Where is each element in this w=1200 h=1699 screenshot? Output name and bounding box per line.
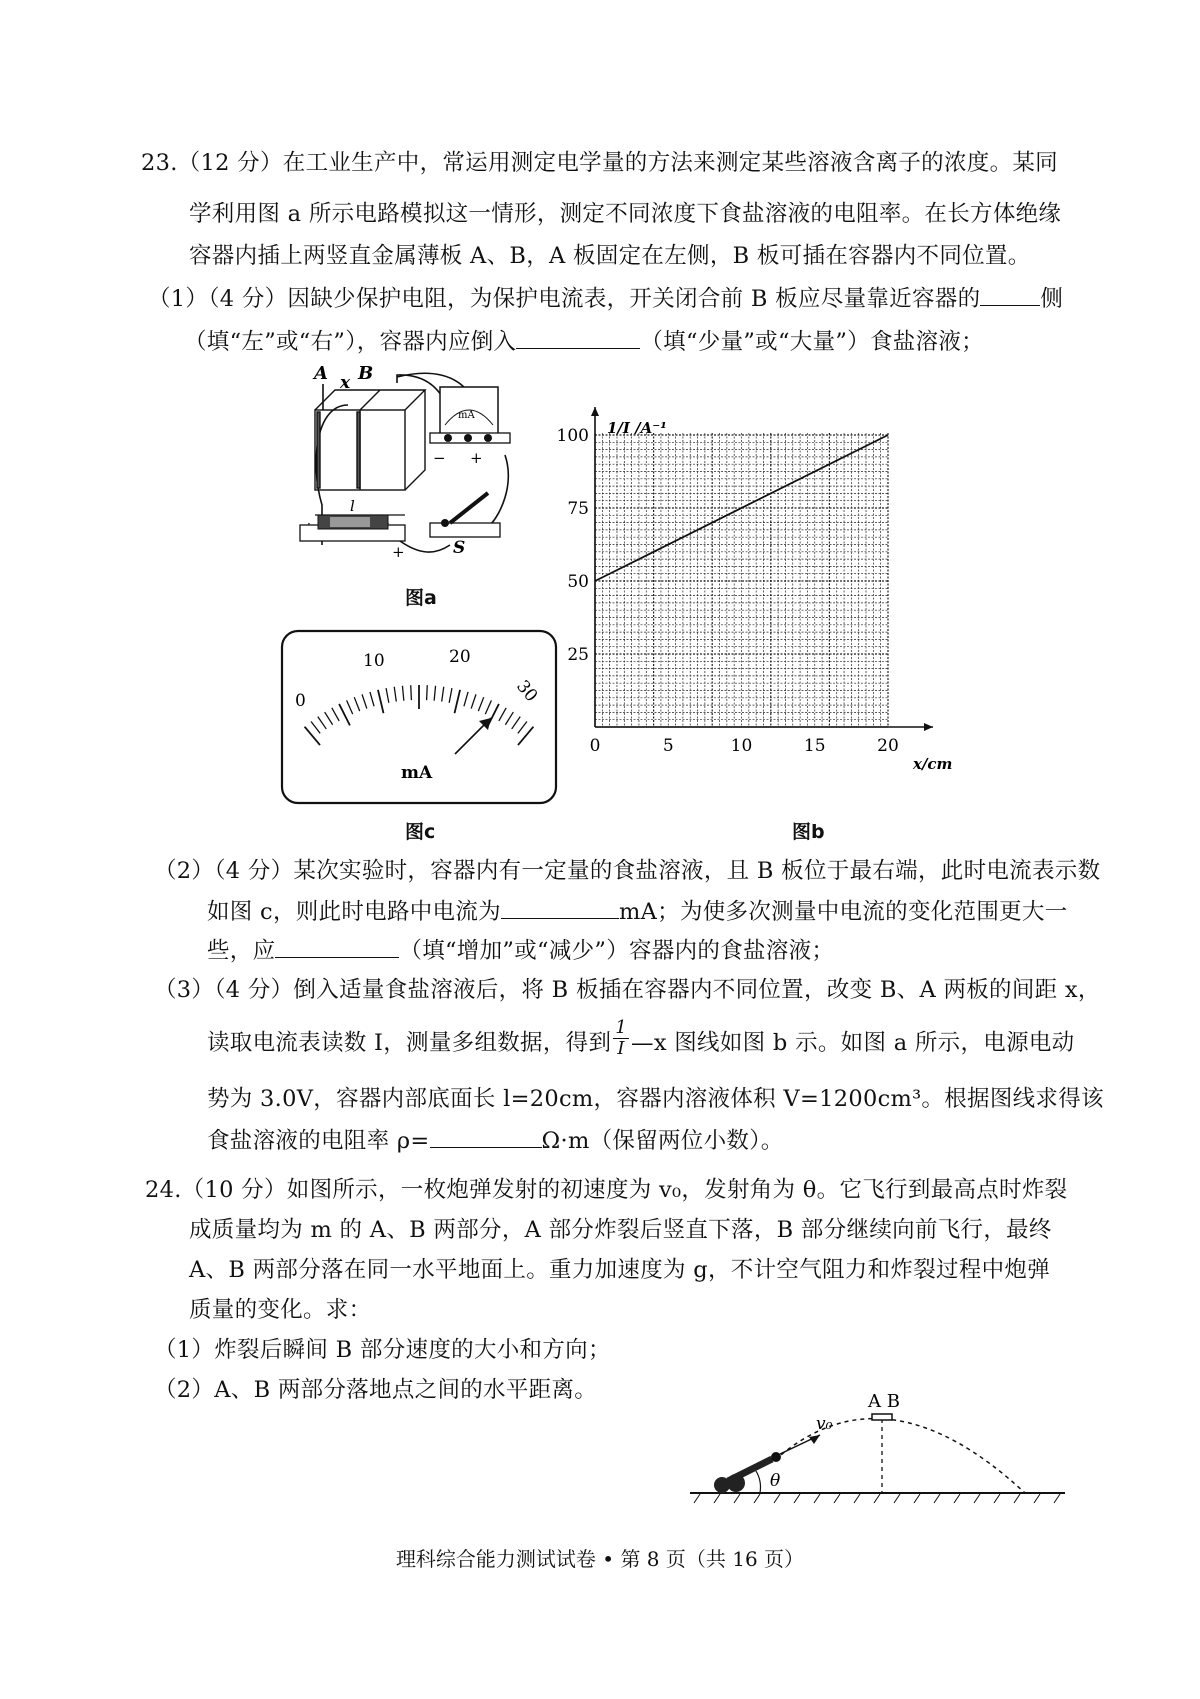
y-tick-label: 75 bbox=[567, 499, 589, 519]
battery-plus-label: + bbox=[392, 543, 405, 561]
battery bbox=[300, 515, 405, 541]
figure-c-caption: 图c bbox=[405, 821, 436, 843]
y-tick-label: 100 bbox=[556, 426, 589, 446]
q24-intro-line-1: 24.（10 分）如图所示，一枚炮弹发射的初速度为 v₀，发射角为 θ。它飞行到最高点时炸裂 bbox=[145, 1177, 1068, 1203]
fraction-1-over-i bbox=[613, 1018, 629, 1059]
answer-blank-adjust[interactable] bbox=[275, 935, 399, 958]
figure-a-caption: 图a bbox=[405, 587, 437, 609]
q23-part3-text-b1: 读取电流表读数 I，测量多组数据，得到 bbox=[207, 1030, 612, 1056]
figure-a-circuit bbox=[300, 365, 550, 595]
q23-part2-line-3 bbox=[207, 935, 834, 966]
answer-blank-amount[interactable] bbox=[516, 326, 640, 349]
q23-part2-line-2 bbox=[207, 896, 1068, 927]
q23-part3-text-d1: 食盐溶液的电阻率 ρ= bbox=[207, 1128, 430, 1154]
container-box bbox=[315, 390, 425, 490]
projectile-figure bbox=[680, 1393, 1080, 1513]
theta-label: θ bbox=[770, 1471, 781, 1491]
plate-b-label: B bbox=[358, 363, 374, 384]
dial-unit: mA bbox=[401, 763, 433, 783]
q23-intro-line-2: 学利用图 a 所示电路模拟这一情形，测定不同浓度下食盐溶液的电阻率。在长方体绝缘 bbox=[189, 201, 1062, 227]
ab-label: A B bbox=[868, 1391, 900, 1412]
exploding-shell bbox=[872, 1414, 892, 1420]
x-tick-label: 0 bbox=[589, 736, 601, 756]
fraction-numerator: 1 bbox=[615, 1016, 628, 1038]
y-axis-label: 1/I /A⁻¹ bbox=[607, 419, 667, 437]
distance-x-label: x bbox=[340, 373, 351, 393]
ammeter-unit: mA bbox=[458, 410, 475, 421]
dial-tick-label-30: 30 bbox=[512, 676, 542, 706]
figure-b-chart bbox=[556, 395, 975, 815]
y-tick-label: 25 bbox=[567, 645, 589, 665]
q23-part2-text-c: mA；为使多次测量中电流的变化范围更大一 bbox=[618, 899, 1068, 925]
q24-part2: （2）A、B 两部分落地点之间的水平距离。 bbox=[154, 1377, 598, 1403]
y-axis-arrow bbox=[591, 407, 599, 416]
q23-part2-text-b: 如图 c，则此时电路中电流为 bbox=[207, 899, 501, 925]
q23-part1-text-b: 侧 bbox=[1040, 286, 1064, 312]
q23-part3-text-d2: Ω·m（保留两位小数）。 bbox=[541, 1128, 784, 1154]
x-axis-arrow bbox=[924, 723, 933, 731]
trajectory-curve bbox=[775, 1419, 1025, 1493]
x-tick-label: 15 bbox=[803, 736, 826, 756]
ammeter-plus-label: + bbox=[470, 449, 483, 467]
q23-part2-text-e: （填“增加”或“减少”）容器内的食盐溶液； bbox=[399, 938, 835, 964]
ammeter-minus-label: − bbox=[433, 449, 446, 467]
chart-ticks bbox=[557, 426, 899, 756]
q24-intro-line-4: 质量的变化。求： bbox=[189, 1297, 372, 1323]
ground-hatch bbox=[694, 1494, 1060, 1503]
x-tick-label: 5 bbox=[662, 736, 674, 756]
dial-tick bbox=[427, 685, 428, 700]
switch-s-label: S bbox=[453, 538, 466, 558]
q23-part3-line-4 bbox=[207, 1125, 784, 1156]
x-tick-label: 20 bbox=[877, 736, 899, 756]
q23-part2-text-d: 些，应 bbox=[207, 938, 276, 964]
dial-tick-label-0: 0 bbox=[295, 691, 306, 711]
wire-battery bbox=[400, 541, 450, 552]
dial-tick-label-20: 20 bbox=[449, 647, 471, 667]
answer-blank-side[interactable] bbox=[980, 283, 1040, 306]
q23-part3-text-b2: —x 图线如图 b 示。如图 a 所示，电源电动 bbox=[631, 1030, 1075, 1056]
q23-part1-line-2 bbox=[184, 326, 984, 357]
switch bbox=[430, 493, 500, 537]
q23-part3-line-3: 势为 3.0V，容器内部底面长 l=20cm，容器内溶液体积 V=1200cm³。根据图线求得该 bbox=[207, 1086, 1104, 1112]
q24-intro-line-3: A、B 两部分落在同一水平地面上。重力加速度为 g，不计空气阻力和炸裂过程中炮弹 bbox=[189, 1257, 1050, 1283]
length-l-label: l bbox=[350, 497, 355, 515]
q23-part1-text-d: （填“少量”或“大量”）食盐溶液； bbox=[640, 329, 984, 355]
figure-b-caption: 图b bbox=[792, 821, 825, 843]
ammeter bbox=[430, 387, 510, 443]
q23-part2-line-1: （2）（4 分）某次实验时，容器内有一定量的食盐溶液，且 B 板位于最右端，此时电流表示数 bbox=[154, 858, 1101, 884]
v0-label: v₀ bbox=[816, 1414, 833, 1434]
dial-tick-label-10: 10 bbox=[363, 651, 385, 671]
fraction-denominator: I bbox=[617, 1037, 625, 1059]
q23-intro-line-1: 23.（12 分）在工业生产中，常运用测定电学量的方法来测定某些溶液含离子的浓度。某同 bbox=[141, 150, 1058, 176]
q24-part1: （1）炸裂后瞬间 B 部分速度的大小和方向； bbox=[154, 1337, 611, 1363]
dial-tick bbox=[411, 685, 412, 700]
q23-part1-text-c: （填“左”或“右”），容器内应倒入 bbox=[184, 329, 517, 355]
plate-a-label: A bbox=[314, 363, 328, 384]
x-axis-label: x/cm bbox=[913, 755, 953, 773]
y-tick-label: 50 bbox=[567, 572, 589, 592]
answer-blank-current[interactable] bbox=[501, 896, 619, 919]
page-footer: 理科综合能力测试试卷 • 第 8 页（共 16 页） bbox=[395, 1547, 805, 1571]
q24-intro-line-2: 成质量均为 m 的 A、B 两部分，A 部分炸裂后竖直下落，B 部分继续向前飞行，最终 bbox=[189, 1217, 1052, 1243]
x-tick-label: 10 bbox=[730, 736, 753, 756]
angle-arc bbox=[756, 1471, 761, 1493]
q23-part1-text-a: （1）（4 分）因缺少保护电阻，为保护电流表，开关闭合前 B 板应尽量靠近容器的 bbox=[148, 286, 981, 312]
answer-blank-resistivity[interactable] bbox=[430, 1125, 542, 1148]
figure-c-dial bbox=[279, 628, 559, 806]
q23-intro-line-3: 容器内插上两竖直金属薄板 A、B，A 板固定在左侧，B 板可插在容器内不同位置。 bbox=[189, 243, 1031, 269]
chart-grid bbox=[591, 407, 933, 731]
q23-part3-line-2 bbox=[207, 1016, 1075, 1059]
q23-part1-line-1 bbox=[148, 283, 1063, 314]
q23-part3-line-1: （3）（4 分）倒入适量食盐溶液后，将 B 板插在容器内不同位置，改变 B、A 两板的间距 x， bbox=[154, 977, 1101, 1003]
wire-meter bbox=[490, 455, 508, 525]
